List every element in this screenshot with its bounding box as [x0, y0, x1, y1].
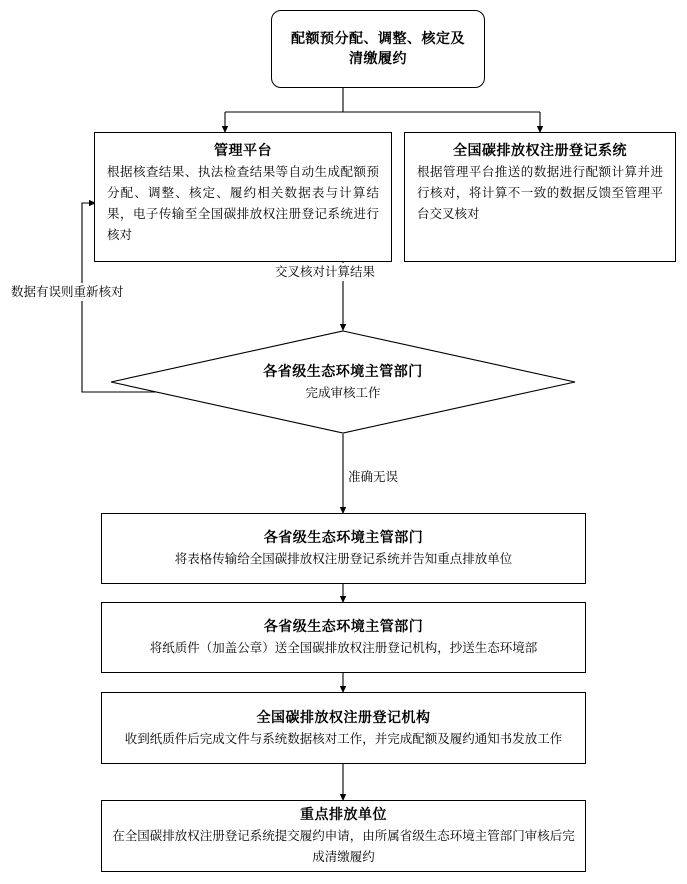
node-key-emitter: [101, 800, 586, 872]
node-registry-agency: [101, 692, 586, 764]
node-management-platform: [94, 132, 392, 262]
node-body: 收到纸质件后完成文件与系统数据核对工作，并完成配额及履约通知书发放工作: [124, 730, 563, 746]
node-provincial-paper: [101, 602, 586, 673]
node-body: 将纸质件（加盖公章）送全国碳排放权注册登记机构，抄送生态环境部: [149, 640, 538, 655]
edge-label-accurate: 准确无误: [345, 468, 401, 486]
node-body: 根据核查结果、执法检查结果等自动生成配额预分配、调整、核定、履约相关数据表与计算结果，电子传输至全国碳排放权注册登记系统进行核对: [107, 164, 379, 242]
edge-label-cross-check: 交叉核对计算结果: [272, 263, 378, 281]
edge-label-error-loop: 数据有误则重新核对: [8, 283, 127, 301]
node-body: 将表格传输给全国碳排放权注册登记系统并告知重点排放单位: [174, 551, 513, 566]
node-title: 各省级生态环境主管部门: [263, 530, 424, 546]
node-title-line2: 清缴履约: [349, 51, 407, 67]
node-title: 管理平台: [214, 143, 272, 159]
node-title: 全国碳排放权注册登记系统: [453, 143, 627, 159]
node-title: 各省级生态环境主管部门: [263, 619, 424, 635]
node-body: 根据管理平台推送的数据进行配额计算并进行核对，将计算不一致的数据反馈至管理平台交叉核对: [417, 164, 663, 221]
node-body: 完成审核工作: [305, 384, 381, 400]
node-title: 全国碳排放权注册登记机构: [256, 709, 431, 726]
node-title: 重点排放单位: [300, 807, 387, 823]
node-provincial-review: [110, 330, 576, 434]
node-title: 各省级生态环境主管部门: [263, 363, 423, 380]
node-body: 在全国碳排放权注册登记系统提交履约申请，由所属省级生态环境主管部门审核后完成清缴履约: [112, 828, 575, 864]
node-title: 配额预分配、调整、核定及: [291, 31, 465, 47]
node-provincial-transfer: [101, 513, 586, 584]
node-national-registry-system: [404, 132, 676, 262]
node-quota-allocation: [271, 10, 485, 88]
